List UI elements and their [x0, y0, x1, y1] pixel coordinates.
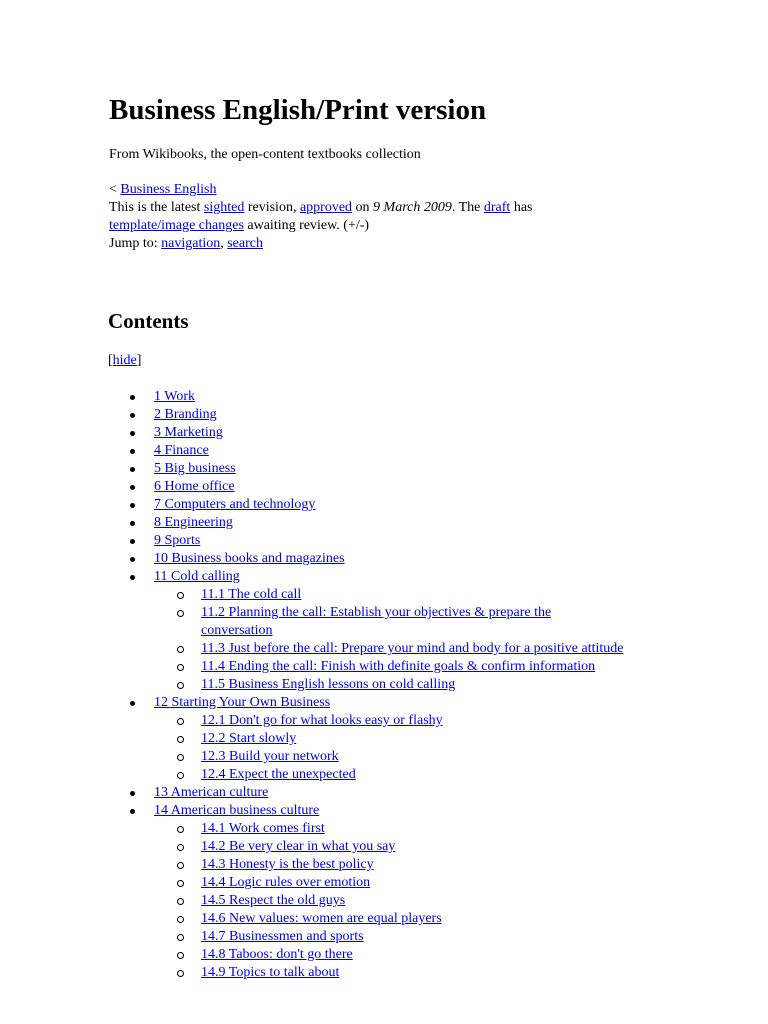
- disc-bullet-icon: [130, 431, 135, 436]
- circle-bullet-icon: [177, 934, 184, 941]
- table-of-contents: [0, 388, 768, 982]
- revision-text-c: on: [352, 200, 374, 215]
- circle-bullet-icon: [177, 664, 184, 671]
- circle-bullet-icon: [177, 718, 184, 725]
- changes-text: awaiting review. (+/-): [243, 218, 370, 233]
- toc-link[interactable]: 14.1 Work comes first: [201, 821, 325, 836]
- toc-link[interactable]: 1 Work: [154, 389, 196, 404]
- toc-link[interactable]: 5 Big business: [154, 461, 236, 476]
- disc-bullet-icon: [130, 395, 135, 400]
- toc-item: [0, 640, 768, 658]
- toc-link[interactable]: 14.9 Topics to talk about: [201, 965, 340, 980]
- toc-item: [0, 658, 768, 676]
- circle-bullet-icon: [177, 682, 184, 689]
- toc-item: [0, 478, 768, 496]
- toc-item: [0, 784, 768, 802]
- toc-item: [0, 964, 768, 982]
- toc-link[interactable]: 13 American culture: [154, 785, 269, 800]
- toc-item: [0, 388, 768, 406]
- disc-bullet-icon: [130, 503, 135, 508]
- toggle-open-bracket: [: [108, 353, 113, 368]
- toc-link[interactable]: 2 Branding: [154, 407, 217, 422]
- toc-item: [0, 442, 768, 460]
- back-link[interactable]: Business English: [120, 182, 217, 197]
- toc-link[interactable]: 12.1 Don't go for what looks easy or flashy: [201, 713, 443, 728]
- toc-item: [0, 568, 768, 586]
- toc-item: [0, 514, 768, 532]
- disc-bullet-icon: [130, 575, 135, 580]
- circle-bullet-icon: [177, 844, 184, 851]
- toc-link[interactable]: 6 Home office: [154, 479, 235, 494]
- toc-item: [0, 946, 768, 964]
- revision-text-e: has: [510, 200, 533, 215]
- toc-link[interactable]: 4 Finance: [154, 443, 209, 458]
- toc-item: [0, 766, 768, 784]
- toc-item: [0, 496, 768, 514]
- toc-toggle: [108, 352, 141, 370]
- circle-bullet-icon: [177, 898, 184, 905]
- circle-bullet-icon: [177, 610, 184, 617]
- toc-item: [0, 460, 768, 478]
- draft-link[interactable]: draft: [483, 200, 511, 215]
- toc-link[interactable]: 3 Marketing: [154, 425, 223, 440]
- disc-bullet-icon: [130, 791, 135, 796]
- toc-item: [0, 712, 768, 730]
- toc-item: [0, 694, 768, 712]
- toc-link[interactable]: 12.4 Expect the unexpected: [201, 767, 356, 782]
- disc-bullet-icon: [130, 557, 135, 562]
- circle-bullet-icon: [177, 736, 184, 743]
- page-title: Business English/Print version: [109, 94, 487, 126]
- toc-link[interactable]: 14.8 Taboos: don't go there: [201, 947, 353, 962]
- toc-item: [0, 550, 768, 568]
- revision-text-b: revision,: [244, 200, 300, 215]
- back-prefix: <: [109, 182, 121, 197]
- toc-link[interactable]: 14 American business culture: [154, 803, 320, 818]
- toc-item: [0, 730, 768, 748]
- toc-link[interactable]: 7 Computers and technology: [154, 497, 316, 512]
- template-changes-link[interactable]: template/image changes: [109, 218, 244, 233]
- circle-bullet-icon: [177, 754, 184, 761]
- toc-item: [0, 820, 768, 838]
- toc-link[interactable]: 14.3 Honesty is the best policy: [201, 857, 374, 872]
- disc-bullet-icon: [130, 521, 135, 526]
- toc-item: [0, 892, 768, 910]
- circle-bullet-icon: [177, 772, 184, 779]
- disc-bullet-icon: [130, 809, 135, 814]
- jump-line: [109, 235, 532, 253]
- toc-link[interactable]: 11 Cold calling: [154, 569, 240, 584]
- revision-date: 9 March 2009: [373, 200, 452, 215]
- toc-item: [0, 928, 768, 946]
- sighted-link[interactable]: sighted: [203, 200, 245, 215]
- circle-bullet-icon: [177, 592, 184, 599]
- circle-bullet-icon: [177, 862, 184, 869]
- toggle-close-bracket: ]: [136, 353, 142, 368]
- toc-item: [0, 604, 768, 640]
- search-link[interactable]: search: [227, 236, 263, 251]
- circle-bullet-icon: [177, 952, 184, 959]
- toc-item: [0, 406, 768, 424]
- changes-line: [109, 217, 532, 235]
- toc-item: [0, 838, 768, 856]
- circle-bullet-icon: [177, 646, 184, 653]
- toc-item: [0, 856, 768, 874]
- toc-item: [0, 802, 768, 820]
- toc-link[interactable]: 8 Engineering: [154, 515, 233, 530]
- disc-bullet-icon: [130, 485, 135, 490]
- toc-link[interactable]: 14.7 Businessmen and sports: [201, 929, 364, 944]
- toc-link[interactable]: 14.4 Logic rules over emotion: [201, 875, 371, 890]
- toc-link[interactable]: 14.5 Respect the old guys: [201, 893, 346, 908]
- site-subtitle: From Wikibooks, the open-content textbooks collection: [109, 147, 421, 162]
- toc-link[interactable]: 11.2 Planning the call: Establish your objectives & prepare the conversation: [201, 605, 552, 638]
- disc-bullet-icon: [130, 701, 135, 706]
- toc-link[interactable]: 12.2 Start slowly: [201, 731, 297, 746]
- toc-item: [0, 748, 768, 766]
- circle-bullet-icon: [177, 826, 184, 833]
- toc-item: [0, 874, 768, 892]
- disc-bullet-icon: [130, 449, 135, 454]
- toc-link[interactable]: 9 Sports: [154, 533, 201, 548]
- revision-line: [109, 199, 532, 217]
- circle-bullet-icon: [177, 880, 184, 887]
- jump-comma: ,: [220, 236, 228, 251]
- toc-link[interactable]: 12 Starting Your Own Business: [154, 695, 331, 710]
- toc-item: [0, 910, 768, 928]
- toc-item: [0, 424, 768, 442]
- contents-heading: Contents: [108, 309, 189, 333]
- jump-prefix: Jump to:: [109, 236, 162, 251]
- toc-link[interactable]: 14.2 Be very clear in what you say: [201, 839, 396, 854]
- toc-link[interactable]: 11.4 Ending the call: Finish with definite goals & confirm information: [201, 659, 596, 674]
- toc-link[interactable]: 11.1 The cold call: [201, 587, 302, 602]
- toc-link[interactable]: 11.3 Just before the call: Prepare your mind and body for a positive attitude: [201, 641, 624, 656]
- disc-bullet-icon: [130, 467, 135, 472]
- approved-link[interactable]: approved: [299, 200, 353, 215]
- toc-item: [0, 532, 768, 550]
- navigation-link[interactable]: navigation: [161, 236, 221, 251]
- disc-bullet-icon: [130, 539, 135, 544]
- back-line: [109, 181, 532, 199]
- toc-link[interactable]: 14.6 New values: women are equal players: [201, 911, 442, 926]
- disc-bullet-icon: [130, 413, 135, 418]
- revision-info: [109, 181, 532, 253]
- toc-link[interactable]: 12.3 Build your network: [201, 749, 339, 764]
- revision-text-a: This is the latest: [109, 200, 204, 215]
- circle-bullet-icon: [177, 916, 184, 923]
- circle-bullet-icon: [177, 970, 184, 977]
- toc-item: [0, 676, 768, 694]
- toc-item: [0, 586, 768, 604]
- hide-toc-link[interactable]: hide: [112, 353, 137, 368]
- toc-link[interactable]: 11.5 Business English lessons on cold calling: [201, 677, 456, 692]
- revision-text-d: . The: [451, 200, 484, 215]
- toc-link[interactable]: 10 Business books and magazines: [154, 551, 345, 566]
